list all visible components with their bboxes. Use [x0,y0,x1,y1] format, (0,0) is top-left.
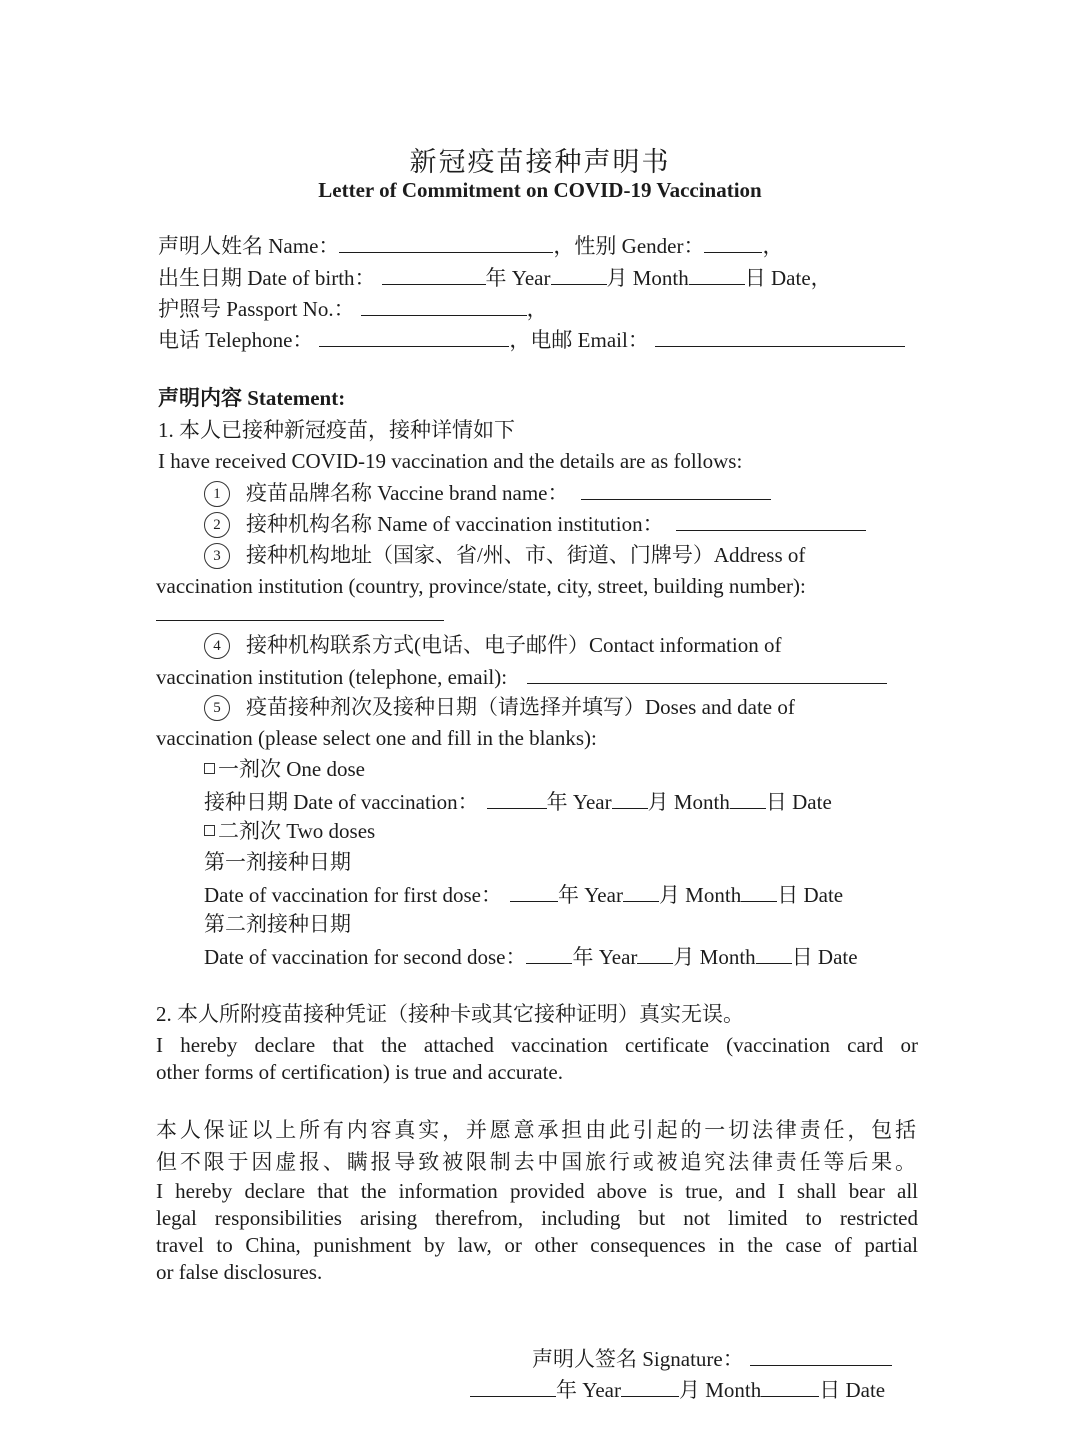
statement-heading-cn: 声明内容 [158,386,242,410]
doses-label: 疫苗接种剂次及接种日期（请选择并填写）Doses and date of [246,695,795,719]
phone-label: 电话 Telephone： [158,328,314,352]
second-dose-month-blank[interactable] [637,943,673,964]
institution-name-label: 接种机构名称 Name of vaccination institution： [246,512,664,536]
comma: ， [526,297,548,321]
first-dose-month-blank[interactable] [623,881,659,902]
day-label: 日 Date [765,790,832,814]
dob-day-blank[interactable] [689,264,745,285]
sub1-row [204,479,771,507]
first-dose-label: Date of vaccination for first dose： [204,883,502,907]
one-dose-day-blank[interactable] [730,788,766,809]
signature-day-blank[interactable] [761,1376,819,1397]
passport-label: 护照号 Passport No.： [158,297,355,321]
phone-blank[interactable] [319,326,509,347]
one-dose-label: 一剂次 One dose [218,757,365,781]
sub3-line2: vaccination institution (country, province/state, city, street, building number): [156,574,806,598]
sub4-line2 [156,663,887,690]
passport-row [158,295,548,322]
phone-email-row [158,326,905,353]
institution-name-blank[interactable] [676,510,866,531]
second-dose-label: Date of vaccination for second dose： [204,945,527,969]
email-blank[interactable] [655,326,905,347]
signature-year-blank[interactable] [470,1376,556,1397]
month-label: 月 Month [647,790,730,814]
item1-en: I have received COVID-19 vaccination and the details are as follows: [158,449,743,473]
signature-row [532,1345,892,1372]
day-label: 日 Date [819,1378,886,1402]
year-label: 年 Year [556,1378,621,1402]
declaration-en-line2: legal responsibilities arising therefrom, including but not limited to restricted [156,1206,918,1230]
declaration-cn-line1: 本人保证以上所有内容真实，并愿意承担由此引起的一切法律责任，包括 [156,1118,916,1142]
signature-month-blank[interactable] [621,1376,679,1397]
declaration-en-line4: or false disclosures. [156,1260,323,1284]
name-blank[interactable] [339,232,553,253]
month-label: 月 Month [678,1378,762,1402]
two-doses-checkbox[interactable] [204,825,215,836]
number-4-icon: 4 [204,633,230,659]
item2-en-line1: I hereby declare that the attached vaccination certificate (vaccination card or [156,1033,918,1057]
one-dose-option[interactable] [204,756,365,782]
year-label: 年 Year [546,790,612,814]
first-dose-date-row [204,881,843,908]
institution-address-blank[interactable] [156,600,444,621]
one-dose-checkbox[interactable] [204,763,215,774]
day-label: 日 Date [777,883,844,907]
sub5-line2: vaccination (please select one and fill in the blanks): [156,726,597,750]
declaration-en-line1: I hereby declare that the information provided above is true, and I shall bear all [156,1179,918,1203]
dob-day-label: 日 Date， [744,266,832,290]
number-5-icon: 5 [204,695,230,721]
year-label: 年 Year [572,945,638,969]
dob-year-blank[interactable] [382,264,486,285]
one-dose-year-blank[interactable] [487,788,547,809]
institution-contact-blank[interactable] [527,663,887,684]
declaration-en-line3: travel to China, punishment by law, or other consequences in the case of partial [156,1233,918,1257]
one-dose-date-row [204,788,832,815]
second-dose-day-blank[interactable] [756,943,792,964]
title-english: Letter of Commitment on COVID-19 Vaccination [318,178,762,202]
email-label: ，电邮 Email： [509,328,649,352]
vaccine-brand-label: 疫苗品牌名称 Vaccine brand name： [246,481,569,505]
one-dose-month-blank[interactable] [612,788,648,809]
first-dose-year-blank[interactable] [510,881,558,902]
day-label: 日 Date [791,945,858,969]
month-label: 月 Month [658,883,742,907]
first-dose-cn: 第一剂接种日期 [204,850,351,874]
title-chinese: 新冠疫苗接种声明书 [409,147,671,177]
institution-contact-label-2: vaccination institution (telephone, email): [156,665,508,689]
second-dose-cn: 第二剂接种日期 [204,912,351,936]
signature-blank[interactable] [750,1345,892,1366]
institution-contact-label: 接种机构联系方式(电话、电子邮件）Contact information of [246,633,782,657]
signature-date-row [470,1376,885,1403]
declaration-cn-line2: 但不限于因虚报、瞒报导致被限制去中国旅行或被追究法律责任等后果。 [156,1150,916,1174]
institution-address-label: 接种机构地址（国家、省/州、市、街道、门牌号）Address of [246,543,806,567]
gender-label: ，性别 Gender： [553,234,705,258]
sub3-row [204,542,918,569]
item1-cn: 1. 本人已接种新冠疫苗，接种详情如下 [158,418,515,442]
two-doses-label: 二剂次 Two doses [218,819,376,843]
vaccine-brand-blank[interactable] [581,479,771,500]
passport-blank[interactable] [361,295,527,316]
sub5-row [204,694,795,721]
statement-heading [158,385,345,411]
two-doses-option[interactable] [204,818,375,844]
gender-blank[interactable] [704,232,762,253]
month-label: 月 Month [673,945,756,969]
item2-en-line2: other forms of certification) is true and accurate. [156,1060,563,1084]
statement-heading-en: Statement: [247,386,346,410]
item2-cn: 2. 本人所附疫苗接种凭证（接种卡或其它接种证明）真实无误。 [156,1002,744,1026]
signature-label: 声明人签名 Signature： [532,1347,744,1371]
number-1-icon: 1 [204,481,230,507]
dob-row [158,264,832,291]
year-label: 年 Year [557,883,623,907]
dob-year-label: 年 Year [485,266,551,290]
date-of-vaccination-label: 接种日期 Date of vaccination： [204,790,479,814]
second-dose-date-row [204,943,858,970]
second-dose-year-blank[interactable] [526,943,572,964]
name-label: 声明人姓名 Name： [158,234,340,258]
number-3-icon: 3 [204,543,230,569]
sub4-row [204,632,781,659]
first-dose-day-blank[interactable] [741,881,777,902]
comma: ， [762,234,784,258]
dob-label: 出生日期 Date of birth： [158,266,376,290]
name-gender-row [158,232,783,259]
dob-month-blank[interactable] [551,264,607,285]
number-2-icon: 2 [204,512,230,538]
sub3-blank-row [156,600,444,627]
sub2-row [204,510,866,538]
dob-month-label: 月 Month [606,266,689,290]
